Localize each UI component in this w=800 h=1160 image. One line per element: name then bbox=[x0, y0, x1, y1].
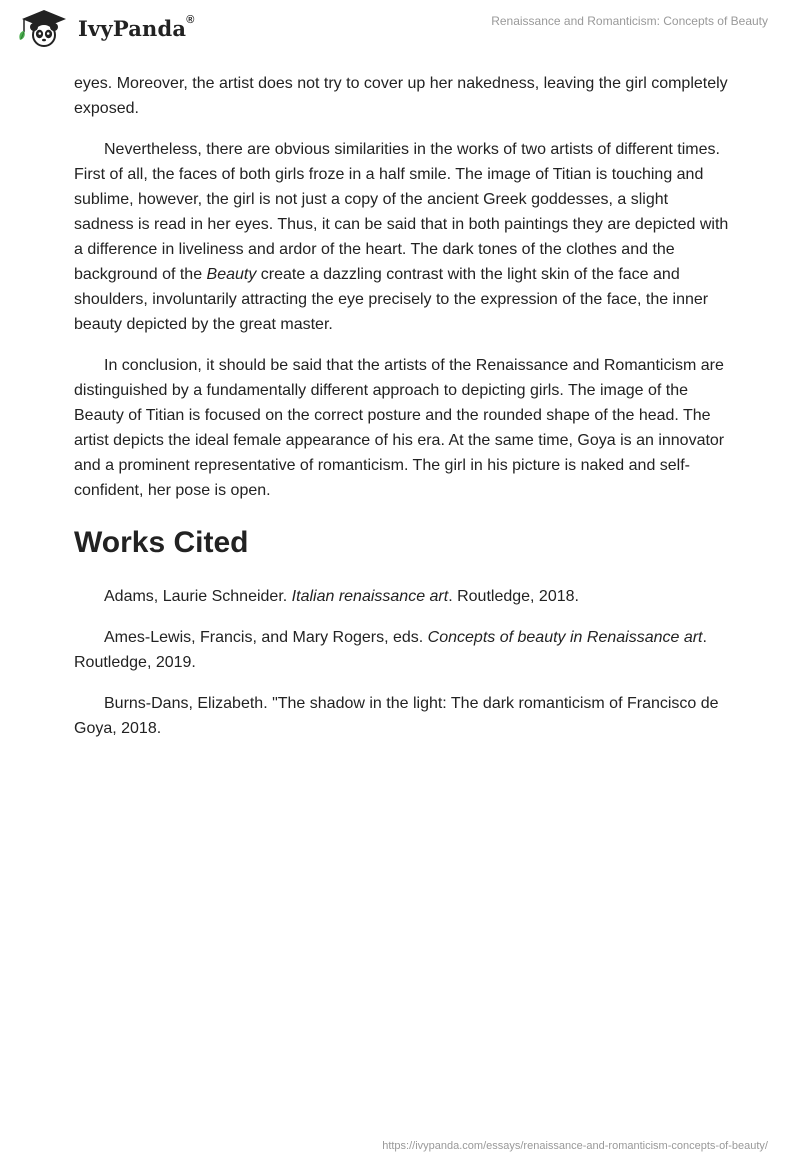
citation-entry: Ames-Lewis, Francis, and Mary Rogers, eds. Concepts of beauty in Renaissance art. Routledge, 2019. bbox=[74, 629, 707, 671]
panda-graduate-icon bbox=[16, 8, 72, 48]
works-cited-heading: Works Cited bbox=[74, 526, 249, 559]
paragraph: In conclusion, it should be said that the artists of the Renaissance and Romanticism are distinguished by a fundamentally different approach to depicting girls. The image of the Beauty of Titian is focused on the correct posture and the rounded shape of the head. The artist depicts the ideal female appearance of his era. At the same time, Goya is an innovator and a prominent representative of romanticism. The girl in his picture is naked and self-confident, her pose is open. bbox=[74, 357, 725, 499]
registered-mark: ® bbox=[186, 13, 195, 26]
brand-logo[interactable] bbox=[16, 8, 195, 48]
document-title: Renaissance and Romanticism: Concepts of Beauty bbox=[491, 14, 768, 28]
source-url-link[interactable]: https://ivypanda.com/essays/renaissance-and-romanticism-concepts-of-beauty/ bbox=[382, 1140, 768, 1152]
brand-name: IvyPanda® bbox=[78, 13, 195, 41]
page-header bbox=[0, 0, 800, 70]
citation-entry: Burns-Dans, Elizabeth. "The shadow in the light: The dark romanticism of Francisco de Goya, 2018. bbox=[74, 695, 719, 737]
paragraph: eyes. Moreover, the artist does not try to cover up her nakedness, leaving the girl completely exposed. bbox=[74, 75, 728, 117]
essay-content bbox=[74, 71, 730, 757]
citation-entry: Adams, Laurie Schneider. Italian renaissance art. Routledge, 2018. bbox=[104, 588, 579, 605]
painting-title: Beauty bbox=[206, 266, 257, 283]
paragraph: Nevertheless, there are obvious similarities in the works of two artists of different times. First of all, the faces of both girls froze in a half smile. The image of Titian is touching and sublime, however, the girl is not just a copy of the ancient Greek goddesses, a slight sadness is read in her eyes. Thus, it can be said that in both paintings they are depicted with a difference in liveliness and ardor of the heart. The dark tones of the clothes and the background of the Beauty create a dazzling contrast with the light skin of the face and shoulders, involuntarily attracting the eye precisely to the expression of the face, the inner beauty depicted by the great master. bbox=[74, 141, 729, 333]
